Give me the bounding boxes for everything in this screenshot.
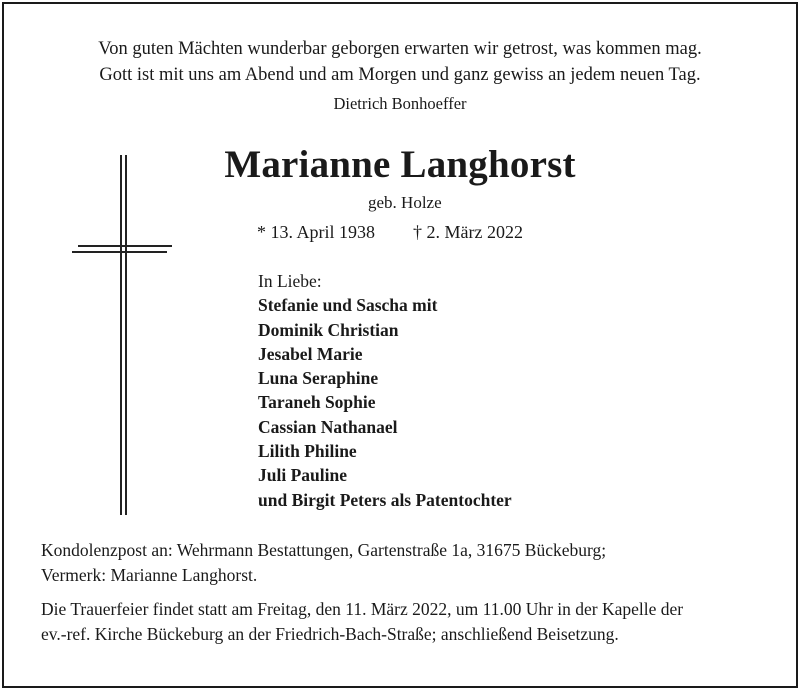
condolence-address <box>41 538 771 587</box>
family-member: Taraneh Sophie <box>258 392 376 413</box>
cross-horizontal-line <box>72 251 167 253</box>
quote-line-1: Von guten Mächten wunderbar geborgen erwarten wir getrost, was kommen mag. <box>98 39 702 59</box>
cross-vertical-line <box>120 155 122 515</box>
deceased-name: Marianne Langhorst <box>224 143 576 186</box>
family-member: Dominik Christian <box>258 319 399 340</box>
family-member: Cassian Nathanael <box>258 416 398 437</box>
family-member: Juli Pauline <box>258 465 347 486</box>
family-intro: In Liebe: <box>258 271 322 291</box>
birth-name: geb. Holze <box>368 193 442 212</box>
death-date: † 2. März 2022 <box>413 222 523 242</box>
family-member: Stefanie und Sascha mit <box>258 295 438 316</box>
birth-date: * 13. April 1938 <box>257 222 376 242</box>
quote-line-2: Gott ist mit uns am Abend und am Morgen und ganz gewiss an jedem neuen Tag. <box>99 65 701 85</box>
family-member: Luna Seraphine <box>258 368 379 389</box>
quote-author: Dietrich Bonhoeffer <box>333 94 467 113</box>
ceremony-line-1: Die Trauerfeier findet statt am Freitag, den 11. März 2022, um 11.00 Uhr in der Kapelle der <box>41 599 684 619</box>
condolence-line-1: Kondolenzpost an: Wehrmann Bestattungen, Gartenstraße 1a, 31675 Bückeburg; <box>41 540 607 560</box>
condolence-line-2: Vermerk: Marianne Langhorst. <box>41 564 258 585</box>
ceremony-line-2: ev.-ref. Kirche Bückeburg an der Friedrich-Bach-Straße; anschließend Beisetzung. <box>41 623 619 644</box>
family-list <box>258 269 512 512</box>
cross-vertical-line <box>125 155 127 515</box>
life-dates <box>257 222 523 243</box>
family-member: und Birgit Peters als Patentochter <box>258 489 512 510</box>
family-member: Lilith Philine <box>258 441 357 462</box>
quote <box>0 36 800 88</box>
family-member: Jesabel Marie <box>258 343 363 364</box>
cross-horizontal-line <box>78 245 172 247</box>
funeral-ceremony-info <box>41 597 781 646</box>
